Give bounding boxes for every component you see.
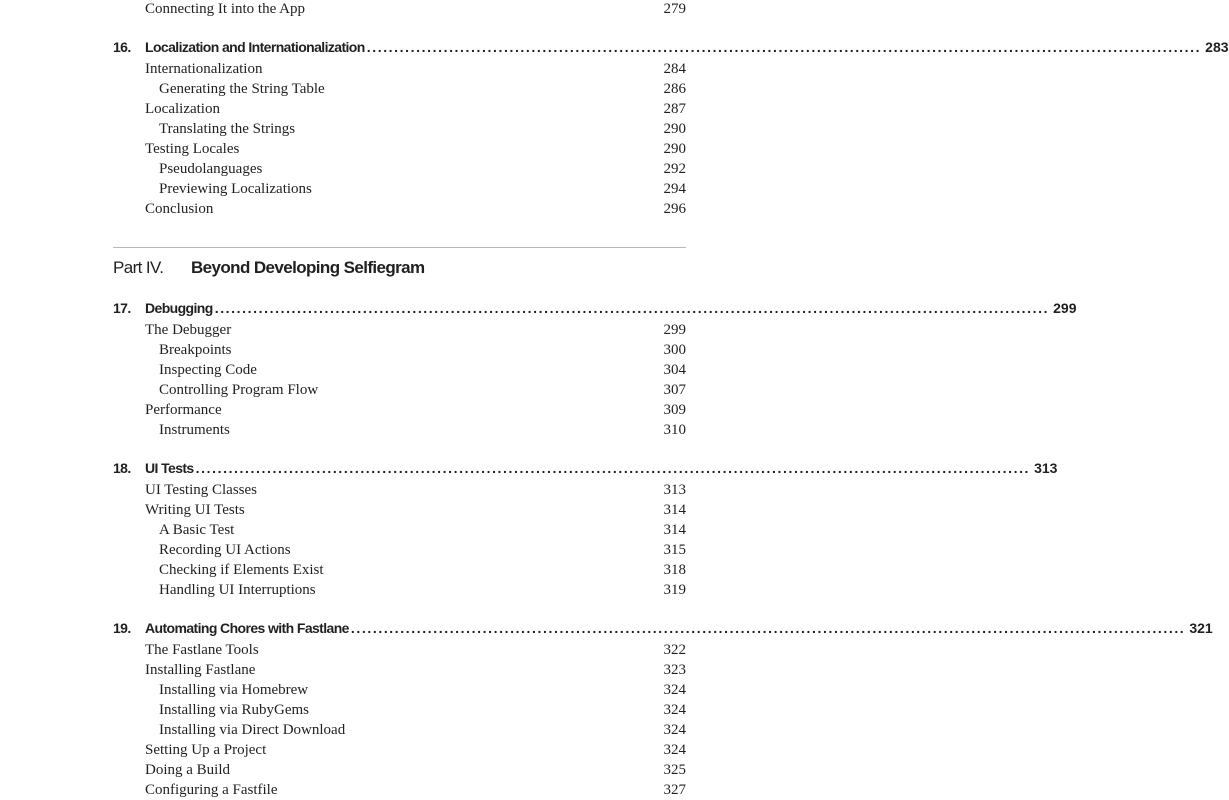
- toc-chapter-17[interactable]: [113, 298, 1077, 318]
- toc-page-number: 304: [663, 362, 686, 378]
- toc-page-number: 324: [663, 722, 686, 738]
- toc-page-number: 327: [663, 782, 686, 798]
- toc-page-number: 323: [663, 662, 686, 678]
- toc-chapter-16[interactable]: [113, 37, 1229, 57]
- toc-section-setting-up-a-project[interactable]: Setting Up a Project: [145, 742, 267, 758]
- chapter-page-number: 283: [1205, 39, 1229, 55]
- toc-part-heading[interactable]: [113, 255, 425, 281]
- toc-section-testing-locales[interactable]: Testing Locales: [145, 141, 240, 157]
- toc-subsection-installing-via-rubygems[interactable]: Installing via RubyGems: [159, 702, 309, 718]
- toc-subsection-checking-if-elements-exist[interactable]: Checking if Elements Exist: [159, 562, 324, 578]
- toc-chapter-18[interactable]: [113, 458, 1058, 478]
- toc-section-writing-ui-tests[interactable]: Writing UI Tests: [145, 502, 245, 518]
- toc-page-number: 299: [663, 322, 686, 338]
- toc-page-number: 325: [663, 762, 686, 778]
- toc-subsection-installing-via-direct-download[interactable]: Installing via Direct Download: [159, 722, 346, 738]
- toc-page-number: 314: [663, 522, 686, 538]
- toc-page-number: 324: [663, 742, 686, 758]
- toc-section-localization[interactable]: Localization: [145, 101, 220, 117]
- toc-page-number: 290: [663, 121, 686, 137]
- toc-section-performance[interactable]: Performance: [145, 402, 222, 418]
- toc-section-internationalization[interactable]: Internationalization: [145, 61, 263, 77]
- toc-page-number: 322: [663, 642, 686, 658]
- toc-page-number: 318: [663, 562, 686, 578]
- toc-subsection-instruments[interactable]: Instruments: [159, 422, 230, 438]
- dot-leader: ........................................................................................................................................................: [366, 39, 1202, 55]
- toc-section-conclusion[interactable]: Conclusion: [145, 201, 214, 217]
- chapter-number: 18.: [113, 460, 131, 476]
- chapter-title: Localization and Internationalization: [145, 39, 365, 55]
- toc-subsection-pseudolanguages[interactable]: Pseudolanguages: [159, 161, 263, 177]
- toc-page-number: 319: [663, 582, 686, 598]
- toc-page-number: 284: [663, 61, 686, 77]
- chapter-number: 16.: [113, 39, 131, 55]
- toc-chapter-19[interactable]: [113, 618, 1213, 638]
- toc-page-number: 324: [663, 682, 686, 698]
- chapter-number: 19.: [113, 620, 131, 636]
- toc-page-number: 286: [663, 81, 686, 97]
- toc-section-configuring-a-fastfile[interactable]: Configuring a Fastfile: [145, 782, 278, 798]
- part-divider-rule: [113, 247, 686, 248]
- toc-page-number: 290: [663, 141, 686, 157]
- toc-subsection-handling-ui-interruptions[interactable]: Handling UI Interruptions: [159, 582, 316, 598]
- chapter-title: UI Tests: [145, 460, 194, 476]
- toc-subsection-generating-the-string-table[interactable]: Generating the String Table: [159, 81, 325, 97]
- dot-leader: ........................................................................................................................................................: [195, 460, 1031, 476]
- toc-section-the-debugger[interactable]: The Debugger: [145, 322, 232, 338]
- toc-page-number: 300: [663, 342, 686, 358]
- chapter-page-number: 313: [1034, 460, 1058, 476]
- toc-page-number: 309: [663, 402, 686, 418]
- toc-subsection-recording-ui-actions[interactable]: Recording UI Actions: [159, 542, 291, 558]
- toc-subsection-previewing-localizations[interactable]: Previewing Localizations: [159, 181, 312, 197]
- toc-page-number: 313: [663, 482, 686, 498]
- toc-page-number: 292: [663, 161, 686, 177]
- chapter-title: Automating Chores with Fastlane: [145, 620, 349, 636]
- toc-section-doing-a-build[interactable]: Doing a Build: [145, 762, 230, 778]
- toc-section-installing-fastlane[interactable]: Installing Fastlane: [145, 662, 256, 678]
- chapter-number: 17.: [113, 300, 131, 316]
- toc-page-number: 324: [663, 702, 686, 718]
- chapter-page-number: 321: [1189, 620, 1213, 636]
- toc-section-the-fastlane-tools[interactable]: The Fastlane Tools: [145, 642, 259, 658]
- toc-page-number: 279: [663, 1, 686, 17]
- toc-subsection-breakpoints[interactable]: Breakpoints: [159, 342, 232, 358]
- part-title: Beyond Developing Selfiegram: [191, 258, 425, 277]
- dot-leader: ........................................................................................................................................................: [350, 620, 1186, 636]
- toc-page-number: 296: [663, 201, 686, 217]
- chapter-title: Debugging: [145, 300, 213, 316]
- toc-subsection-translating-the-strings[interactable]: Translating the Strings: [159, 121, 296, 137]
- toc-page-number: 287: [663, 101, 686, 117]
- toc-page-number: 307: [663, 382, 686, 398]
- toc-section-ui-testing-classes[interactable]: UI Testing Classes: [145, 482, 258, 498]
- dot-leader: ........................................................................................................................................................: [214, 300, 1050, 316]
- chapter-page-number: 299: [1053, 300, 1077, 316]
- toc-subsection-a-basic-test[interactable]: A Basic Test: [159, 522, 235, 538]
- toc-page-number: 310: [663, 422, 686, 438]
- toc-page-number: 314: [663, 502, 686, 518]
- toc-page-number: 294: [663, 181, 686, 197]
- toc-subsection-installing-via-homebrew[interactable]: Installing via Homebrew: [159, 682, 309, 698]
- toc-page-number: 315: [663, 542, 686, 558]
- toc-subsection-inspecting-code[interactable]: Inspecting Code: [159, 362, 257, 378]
- toc-section-connecting-it-into-the-app[interactable]: Connecting It into the App: [145, 1, 305, 17]
- part-label: Part IV.: [113, 258, 164, 277]
- toc-subsection-controlling-program-flow[interactable]: Controlling Program Flow: [159, 382, 319, 398]
